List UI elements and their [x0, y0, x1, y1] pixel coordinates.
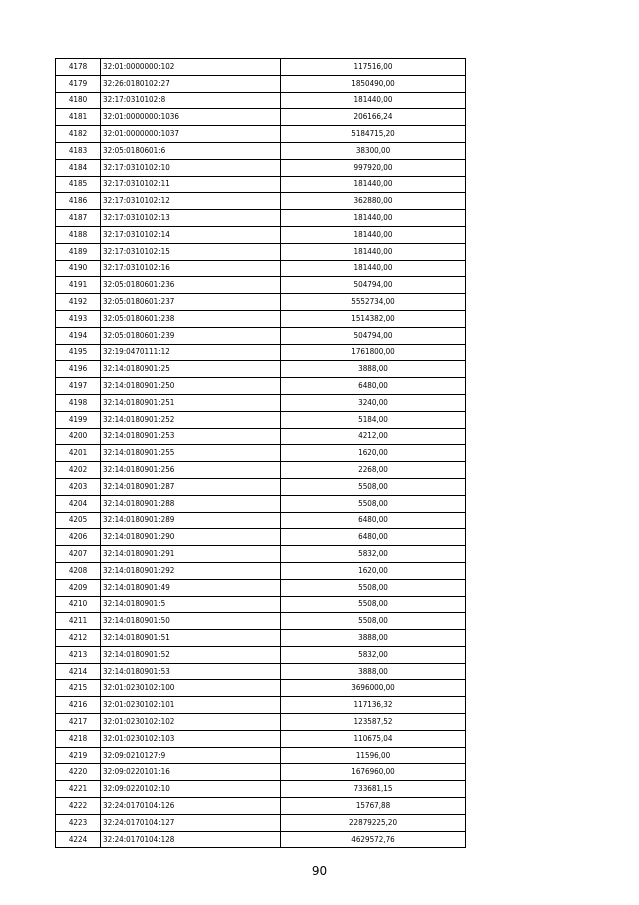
table-row — [56, 294, 466, 311]
value-cell: 5184,00 — [281, 411, 466, 428]
value-cell: 11596,00 — [281, 747, 466, 764]
value-cell: 110675,04 — [281, 730, 466, 747]
table-row — [56, 243, 466, 260]
row-number-cell: 4203 — [56, 478, 101, 495]
table-row — [56, 478, 466, 495]
table-row — [56, 562, 466, 579]
row-number-cell: 4214 — [56, 663, 101, 680]
table-row — [56, 781, 466, 798]
row-number-cell: 4180 — [56, 92, 101, 109]
value-cell: 4212,00 — [281, 428, 466, 445]
value-cell: 5508,00 — [281, 613, 466, 630]
table-row — [56, 462, 466, 479]
value-cell: 1620,00 — [281, 562, 466, 579]
value-cell: 181440,00 — [281, 260, 466, 277]
table-body — [56, 59, 466, 848]
table-row — [56, 142, 466, 159]
row-number-cell: 4211 — [56, 613, 101, 630]
table-row — [56, 109, 466, 126]
cadastral-number-cell: 32:09:0210127:9 — [101, 747, 281, 764]
value-cell: 3888,00 — [281, 663, 466, 680]
row-number-cell: 4212 — [56, 630, 101, 647]
row-number-cell: 4191 — [56, 277, 101, 294]
table-row — [56, 361, 466, 378]
row-number-cell: 4194 — [56, 327, 101, 344]
cadastral-number-cell: 32:14:0180901:50 — [101, 613, 281, 630]
cadastral-number-cell: 32:24:0170104:128 — [101, 831, 281, 848]
table-row — [56, 646, 466, 663]
table-row — [56, 193, 466, 210]
cadastral-number-cell: 32:01:0230102:100 — [101, 680, 281, 697]
value-cell: 1850490,00 — [281, 75, 466, 92]
cadastral-number-cell: 32:19:0470111:12 — [101, 344, 281, 361]
cadastral-number-cell: 32:14:0180901:292 — [101, 562, 281, 579]
value-cell: 5508,00 — [281, 495, 466, 512]
value-cell: 181440,00 — [281, 176, 466, 193]
cadastral-number-cell: 32:05:0180601:237 — [101, 294, 281, 311]
table-row — [56, 495, 466, 512]
value-cell: 2268,00 — [281, 462, 466, 479]
row-number-cell: 4193 — [56, 310, 101, 327]
value-cell: 1620,00 — [281, 445, 466, 462]
row-number-cell: 4224 — [56, 831, 101, 848]
row-number-cell: 4222 — [56, 798, 101, 815]
table-row — [56, 831, 466, 848]
value-cell: 181440,00 — [281, 92, 466, 109]
table-row — [56, 92, 466, 109]
table-row — [56, 176, 466, 193]
row-number-cell: 4213 — [56, 646, 101, 663]
cadastral-number-cell: 32:17:0310102:11 — [101, 176, 281, 193]
row-number-cell: 4206 — [56, 529, 101, 546]
table-row — [56, 546, 466, 563]
row-number-cell: 4207 — [56, 546, 101, 563]
row-number-cell: 4209 — [56, 579, 101, 596]
cadastral-number-cell: 32:14:0180901:25 — [101, 361, 281, 378]
cadastral-number-cell: 32:01:0230102:103 — [101, 730, 281, 747]
table-row — [56, 344, 466, 361]
value-cell: 3696000,00 — [281, 680, 466, 697]
row-number-cell: 4216 — [56, 697, 101, 714]
cadastral-number-cell: 32:05:0180601:238 — [101, 310, 281, 327]
value-cell: 3240,00 — [281, 394, 466, 411]
table-row — [56, 596, 466, 613]
table-row — [56, 529, 466, 546]
value-cell: 362880,00 — [281, 193, 466, 210]
cadastral-number-cell: 32:14:0180901:53 — [101, 663, 281, 680]
table-row — [56, 75, 466, 92]
row-number-cell: 4182 — [56, 126, 101, 143]
table-row — [56, 663, 466, 680]
row-number-cell: 4201 — [56, 445, 101, 462]
cadastral-number-cell: 32:14:0180901:290 — [101, 529, 281, 546]
row-number-cell: 4218 — [56, 730, 101, 747]
row-number-cell: 4187 — [56, 210, 101, 227]
row-number-cell: 4198 — [56, 394, 101, 411]
cadastral-number-cell: 32:17:0310102:13 — [101, 210, 281, 227]
cadastral-number-cell: 32:17:0310102:12 — [101, 193, 281, 210]
value-cell: 3888,00 — [281, 361, 466, 378]
row-number-cell: 4195 — [56, 344, 101, 361]
value-cell: 1761800,00 — [281, 344, 466, 361]
table-row — [56, 394, 466, 411]
table-row — [56, 159, 466, 176]
table-row — [56, 260, 466, 277]
table-row — [56, 680, 466, 697]
row-number-cell: 4189 — [56, 243, 101, 260]
row-number-cell: 4210 — [56, 596, 101, 613]
row-number-cell: 4205 — [56, 512, 101, 529]
table-row — [56, 277, 466, 294]
value-cell: 5508,00 — [281, 478, 466, 495]
cadastral-number-cell: 32:05:0180601:6 — [101, 142, 281, 159]
page-number: 90 — [311, 864, 328, 878]
table-row — [56, 697, 466, 714]
value-cell: 5832,00 — [281, 546, 466, 563]
value-cell: 5832,00 — [281, 646, 466, 663]
cadastral-number-cell: 32:05:0180601:239 — [101, 327, 281, 344]
cadastral-number-cell: 32:14:0180901:51 — [101, 630, 281, 647]
row-number-cell: 4184 — [56, 159, 101, 176]
cadastral-number-cell: 32:05:0180601:236 — [101, 277, 281, 294]
row-number-cell: 4181 — [56, 109, 101, 126]
value-cell: 206166,24 — [281, 109, 466, 126]
row-number-cell: 4185 — [56, 176, 101, 193]
cadastral-number-cell: 32:14:0180901:250 — [101, 378, 281, 395]
table-row — [56, 764, 466, 781]
cadastral-number-cell: 32:14:0180901:291 — [101, 546, 281, 563]
cadastral-number-cell: 32:17:0310102:10 — [101, 159, 281, 176]
value-cell: 117516,00 — [281, 59, 466, 76]
value-cell: 15767,88 — [281, 798, 466, 815]
value-cell: 6480,00 — [281, 378, 466, 395]
row-number-cell: 4196 — [56, 361, 101, 378]
row-number-cell: 4192 — [56, 294, 101, 311]
row-number-cell: 4179 — [56, 75, 101, 92]
table-row — [56, 210, 466, 227]
table-row — [56, 798, 466, 815]
cadastral-number-cell: 32:24:0170104:127 — [101, 814, 281, 831]
value-cell: 181440,00 — [281, 243, 466, 260]
table-row — [56, 814, 466, 831]
table-row — [56, 747, 466, 764]
row-number-cell: 4204 — [56, 495, 101, 512]
value-cell: 4629572,76 — [281, 831, 466, 848]
cadastral-number-cell: 32:17:0310102:8 — [101, 92, 281, 109]
cadastral-number-cell: 32:01:0230102:102 — [101, 714, 281, 731]
value-cell: 504794,00 — [281, 327, 466, 344]
cadastral-number-cell: 32:01:0000000:1037 — [101, 126, 281, 143]
cadastral-number-cell: 32:26:0180102:27 — [101, 75, 281, 92]
row-number-cell: 4221 — [56, 781, 101, 798]
row-number-cell: 4199 — [56, 411, 101, 428]
value-cell: 5508,00 — [281, 596, 466, 613]
value-cell: 5184715,20 — [281, 126, 466, 143]
row-number-cell: 4215 — [56, 680, 101, 697]
row-number-cell: 4223 — [56, 814, 101, 831]
cadastral-number-cell: 32:24:0170104:126 — [101, 798, 281, 815]
cadastral-number-cell: 32:14:0180901:253 — [101, 428, 281, 445]
table-row — [56, 630, 466, 647]
value-cell: 997920,00 — [281, 159, 466, 176]
cadastral-number-cell: 32:14:0180901:289 — [101, 512, 281, 529]
value-cell: 117136,32 — [281, 697, 466, 714]
cadastral-number-cell: 32:09:0220101:16 — [101, 764, 281, 781]
cadastral-value-table — [55, 58, 466, 848]
table-row — [56, 310, 466, 327]
row-number-cell: 4190 — [56, 260, 101, 277]
value-cell: 504794,00 — [281, 277, 466, 294]
cadastral-number-cell: 32:14:0180901:251 — [101, 394, 281, 411]
row-number-cell: 4183 — [56, 142, 101, 159]
row-number-cell: 4178 — [56, 59, 101, 76]
cadastral-number-cell: 32:09:0220102:10 — [101, 781, 281, 798]
cadastral-number-cell: 32:14:0180901:52 — [101, 646, 281, 663]
cadastral-number-cell: 32:14:0180901:288 — [101, 495, 281, 512]
cadastral-number-cell: 32:01:0000000:1036 — [101, 109, 281, 126]
row-number-cell: 4217 — [56, 714, 101, 731]
value-cell: 6480,00 — [281, 512, 466, 529]
value-cell: 1676960,00 — [281, 764, 466, 781]
cadastral-number-cell: 32:01:0000000:102 — [101, 59, 281, 76]
table-row — [56, 445, 466, 462]
row-number-cell: 4202 — [56, 462, 101, 479]
table-row — [56, 378, 466, 395]
value-cell: 181440,00 — [281, 210, 466, 227]
table-row — [56, 327, 466, 344]
table-row — [56, 428, 466, 445]
cadastral-number-cell: 32:17:0310102:14 — [101, 226, 281, 243]
row-number-cell: 4200 — [56, 428, 101, 445]
value-cell: 5552734,00 — [281, 294, 466, 311]
cadastral-number-cell: 32:14:0180901:49 — [101, 579, 281, 596]
cadastral-number-cell: 32:14:0180901:252 — [101, 411, 281, 428]
value-cell: 38300,00 — [281, 142, 466, 159]
value-cell: 6480,00 — [281, 529, 466, 546]
table-row — [56, 126, 466, 143]
cadastral-number-cell: 32:14:0180901:256 — [101, 462, 281, 479]
row-number-cell: 4186 — [56, 193, 101, 210]
cadastral-number-cell: 32:14:0180901:255 — [101, 445, 281, 462]
value-cell: 181440,00 — [281, 226, 466, 243]
value-cell: 733681,15 — [281, 781, 466, 798]
table-row — [56, 613, 466, 630]
row-number-cell: 4208 — [56, 562, 101, 579]
row-number-cell: 4220 — [56, 764, 101, 781]
table-row — [56, 512, 466, 529]
table-row — [56, 579, 466, 596]
value-cell: 22879225,20 — [281, 814, 466, 831]
cadastral-number-cell: 32:17:0310102:15 — [101, 243, 281, 260]
cadastral-number-cell: 32:17:0310102:16 — [101, 260, 281, 277]
table-row — [56, 59, 466, 76]
row-number-cell: 4219 — [56, 747, 101, 764]
value-cell: 3888,00 — [281, 630, 466, 647]
row-number-cell: 4197 — [56, 378, 101, 395]
value-cell: 1514382,00 — [281, 310, 466, 327]
table-row — [56, 730, 466, 747]
value-cell: 5508,00 — [281, 579, 466, 596]
table-row — [56, 714, 466, 731]
cadastral-number-cell: 32:14:0180901:5 — [101, 596, 281, 613]
table-row — [56, 411, 466, 428]
table-row — [56, 226, 466, 243]
row-number-cell: 4188 — [56, 226, 101, 243]
value-cell: 123587,52 — [281, 714, 466, 731]
cadastral-number-cell: 32:01:0230102:101 — [101, 697, 281, 714]
cadastral-number-cell: 32:14:0180901:287 — [101, 478, 281, 495]
